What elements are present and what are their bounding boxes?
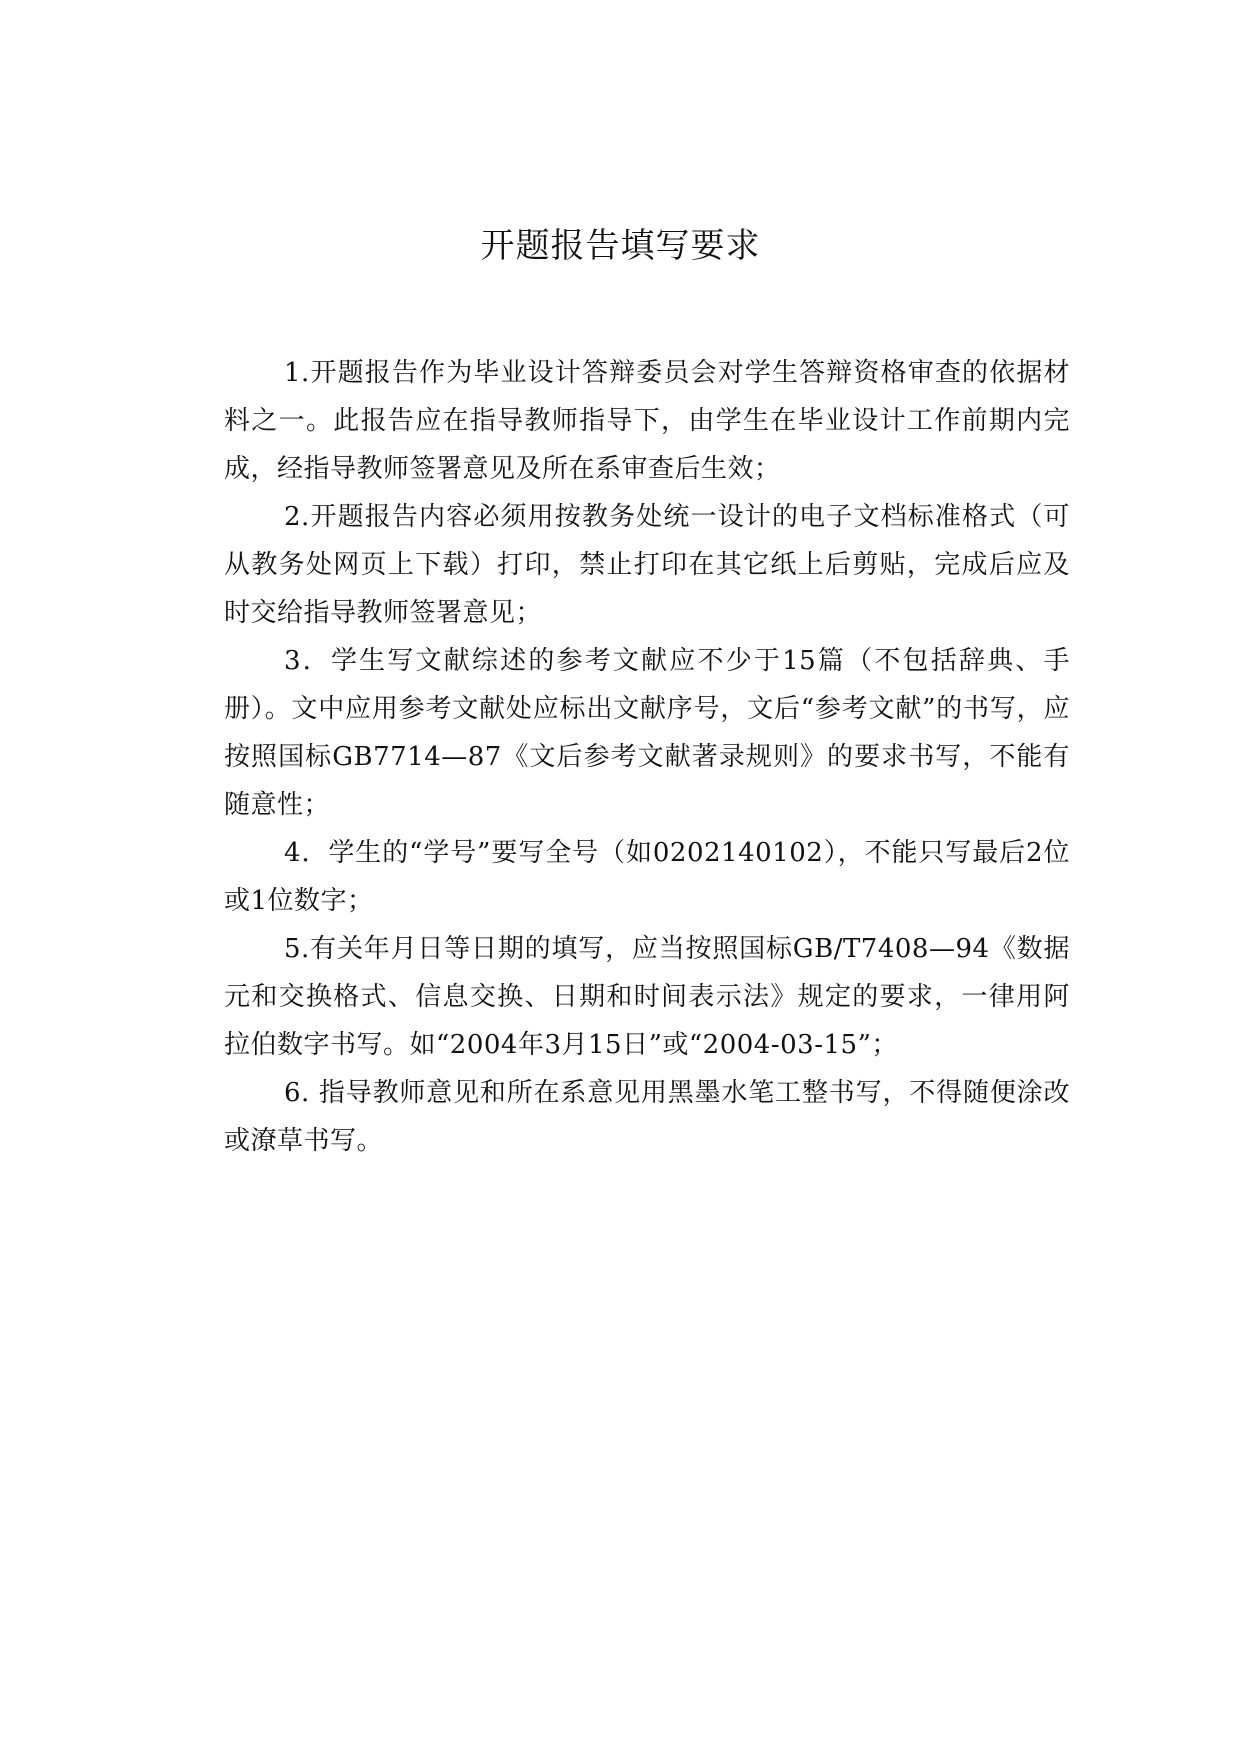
requirement-item-2: 2.开题报告内容必须用按教务处统一设计的电子文档标准格式（可从教务处网页上下载）打印，禁止打印在其它纸上后剪贴，完成后应及时交给指导教师签署意见； (224, 502, 1070, 628)
requirement-item-5: 5.有关年月日等日期的填写，应当按照国标GB/T7408—94《数据元和交换格式、信息交换、日期和时间表示法》规定的要求，一律用阿拉伯数字书写。如“2004年3月15日”或“2004-03-15”； (224, 934, 1070, 1060)
requirement-item-1: 1.开题报告作为毕业设计答辩委员会对学生答辩资格审查的依据材料之一。此报告应在指导教师指导下，由学生在毕业设计工作前期内完成，经指导教师签署意见及所在系审查后生效； (224, 358, 1070, 484)
requirement-item-4: 4．学生的“学号”要写全号（如0202140102），不能只写最后2位或1位数字； (224, 838, 1070, 916)
requirements-list (224, 349, 1070, 1165)
requirement-item-6: 6. 指导教师意见和所在系意见用黑墨水笔工整书写，不得随便涂改或潦草书写。 (224, 1078, 1070, 1156)
requirement-item-3: 3．学生写文献综述的参考文献应不少于15篇（不包括辞典、手册）。文中应用参考文献处应标出文献序号，文后“参考文献”的书写，应按照国标GB7714—87《文后参考文献著录规则》的要求书写，不能有随意性； (224, 646, 1070, 820)
page-title: 开题报告填写要求 (480, 226, 761, 266)
